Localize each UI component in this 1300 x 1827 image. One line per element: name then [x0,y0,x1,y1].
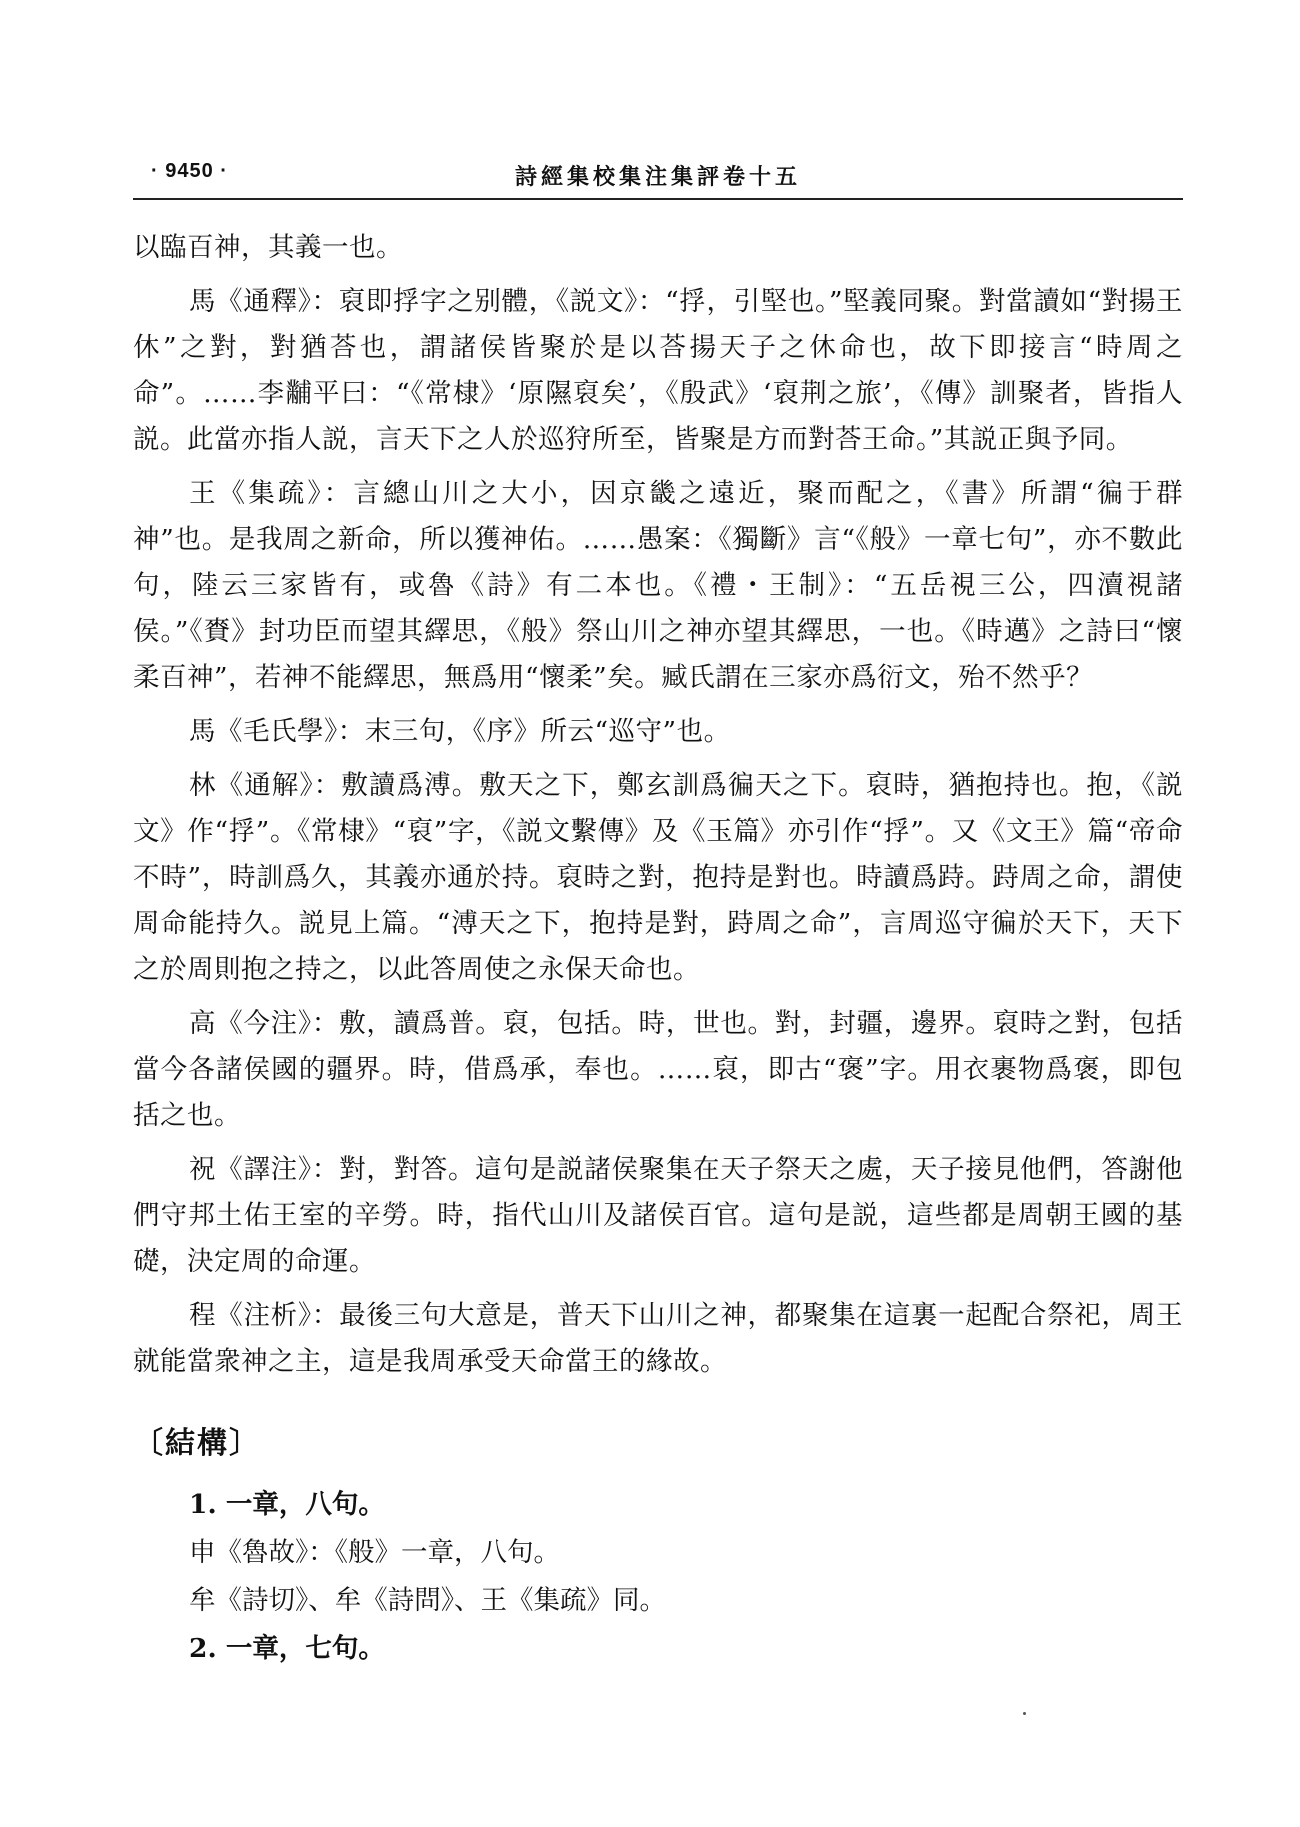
section-heading-structure: 〔結構〕 [133,1426,261,1461]
paragraph-gao-jinzhu: 高《今注》：敷，讀爲普。裒，包括。時，世也。對，封疆，邊界。裒時之對，包括當今各諸侯國的疆界。時，借爲承，奉也。……裒，即古“褒”字。用衣裹物爲褒，即包括之也。 [133,1008,1183,1131]
structure-item: 1. 一章，八句。 [189,1489,385,1520]
scan-speck [1023,1712,1026,1715]
body-text [133,225,1183,1673]
paragraph-ma-tongshi: 馬《通釋》：裒即捊字之别體，《説文》：“捊，引堅也。”堅義同聚。對當讀如“對揚王休”之對，對猶荅也，謂諸侯皆聚於是以荅揚天子之休命也，故下即接言“時周之命”。……李黼平曰：“《常棣》‘原隰裒矣’，《殷武》‘裒荆之旅’，《傳》訓聚者，皆指人説。此當亦指人説，言天下之人於巡狩所至，皆聚是方而對荅王命。”其説正與予同。 [133,286,1183,455]
paragraph-zhu-yizhu: 祝《譯注》：對，對答。這句是説諸侯聚集在天子祭天之處，天子接見他們，答謝他們守邦土佑王室的辛勞。時，指代山川及諸侯百官。這句是説，這些都是周朝王國的基礎，決定周的命運。 [133,1154,1183,1277]
structure-item: 2. 一章，七句。 [189,1633,385,1664]
paragraph-cheng-zhuxi: 程《注析》：最後三句大意是，普天下山川之神，都聚集在這裏一起配合祭祀，周王就能當衆神之主，這是我周承受天命當王的緣故。 [133,1300,1183,1377]
paragraph-lin-tongjie: 林《通解》：敷讀爲溥。敷天之下，鄭玄訓爲徧天之下。裒時，猶抱持也。抱，《説文》作“捊”。《常棣》“裒”字，《説文繫傳》及《玉篇》亦引作“捊”。又《文王》篇“帝命不時”，時訓爲久，其義亦通於持。裒時之對，抱持是對也。時讀爲跱。跱周之命，謂使周命能持久。説見上篇。“溥天之下，抱持是對，跱周之命”，言周巡守徧於天下，天下之於周則抱之持之，以此答周使之永保天命也。 [133,770,1183,985]
page-header [133,158,1183,200]
paragraph-continuation: 以臨百神，其義一也。 [133,232,403,263]
running-title: 詩經集校集注集評卷十五 [514,164,801,190]
page-number: · 9450 · [151,160,228,182]
structure-item: 牟《詩切》、牟《詩問》、王《集疏》同。 [189,1585,666,1616]
structure-item: 申《魯故》：《般》一章，八句。 [189,1537,560,1568]
paragraph-ma-maoshixue: 馬《毛氏學》：末三句，《序》所云“巡守”也。 [189,716,731,747]
paragraph-wang-jishu: 王《集疏》：言總山川之大小，因京畿之遠近，聚而配之，《書》所謂“徧于群神”也。是我周之新命，所以獲神佑。……愚案：《獨斷》言“《般》一章七句”，亦不數此句，陸云三家皆有，或魯《詩》有二本也。《禮・王制》：“五岳視三公，四瀆視諸侯。”《賚》封功臣而望其繹思，《般》祭山川之神亦望其繹思，一也。《時邁》之詩曰“懷柔百神”，若神不能繹思，無爲用“懷柔”矣。臧氏謂在三家亦爲衍文，殆不然乎？ [133,478,1183,693]
